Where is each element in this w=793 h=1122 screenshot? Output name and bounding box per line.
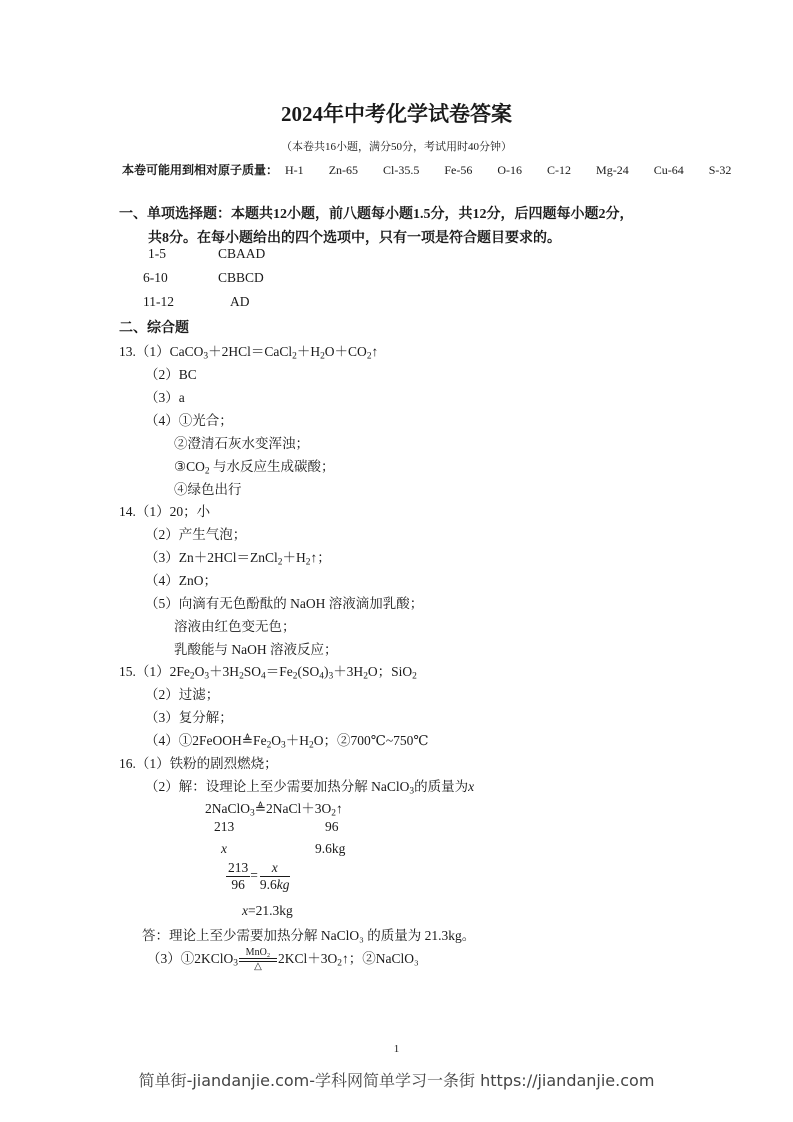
result: x=21.3kg (242, 903, 293, 918)
given-mass: 9.6kg (315, 841, 346, 856)
variable: x (221, 841, 227, 856)
fraction-right: $\frac{x}{9.6kg}$ (259, 860, 290, 892)
q14-part2: （2）产生气泡； (145, 527, 247, 542)
q15-part1 (119, 660, 417, 680)
question-number: 14. (119, 504, 136, 519)
q14-part4: （4）ZnO； (145, 573, 217, 588)
document-title: 2024年中考化学试卷答案 (281, 102, 512, 126)
molar-mass-reactant: 213 (214, 819, 235, 834)
equation: $①2FeOOH≜Fe_2O_3+H_2O$ (178, 733, 324, 751)
q14-part5-2: 溶液由红色变无色； (174, 619, 296, 634)
mass-item: Cl-35.5 (383, 163, 420, 177)
mass-item: Mg-24 (596, 163, 629, 177)
answer-text: a (178, 390, 185, 405)
part-label: （4） (145, 413, 179, 428)
mc-range: 11-12 (143, 294, 174, 309)
section2-heading: 二、综合题 (119, 321, 189, 336)
mc-answer: CBBCD (218, 270, 264, 285)
q16-part3: （3）①2KClO$_3$ MnO₂ △ $2KCl+3O_2↑$；②NaClO₃ (147, 946, 419, 972)
part-label: （3） (145, 390, 179, 405)
atomic-masses-label: 本卷可能用到相对原子质量： (122, 163, 279, 177)
q13-part4 (145, 409, 233, 429)
question-number: 13. (119, 344, 136, 359)
equation: $2Fe_2O_3+3H_2SO_4=Fe_2(SO_4)_3+3H_2O$；SiO$_2$ (169, 664, 417, 682)
part-label: （2） (145, 367, 179, 382)
part-label: （4） (145, 733, 179, 748)
mass-item: C-12 (547, 163, 572, 177)
q13-part4-3: $③CO_2$ 与水反应生成碳酸； (174, 459, 335, 477)
answer-text: 的质量为 (414, 779, 469, 794)
mass-item: H-1 (285, 163, 304, 177)
section1-heading-cont: 共8分。在每小题给出的四个选项中，只有一项是符合题目要求的。 (148, 231, 561, 246)
answer-text: （1）20；小 (135, 504, 211, 519)
q14-part5: （5）向滴有无色酚酞的 NaOH 溶液滴加乳酸； (145, 596, 424, 611)
answer-text: ①光合； (178, 413, 233, 428)
q14-part3 (145, 546, 331, 566)
q13-part2 (145, 363, 197, 383)
q15-part2: （2）过滤； (145, 687, 220, 702)
part-label: （2） (145, 779, 179, 794)
q16-equation: $2NaClO_3≜2NaCl+3O_2↑$ (205, 801, 343, 819)
answer-text: BC (178, 367, 197, 382)
mass-item: Cu-64 (653, 163, 684, 177)
mc-answer: AD (230, 294, 250, 309)
answer-text: ；②NaClO₃ (348, 951, 419, 966)
answer-text: 解：设理论上至少需要加热分解 NaClO (178, 779, 410, 794)
atomic-masses (122, 161, 753, 178)
part-label: （3） (147, 951, 181, 966)
question-number: 15. (119, 664, 136, 679)
variable: x (468, 779, 475, 794)
mc-range: 6-10 (143, 270, 168, 285)
equation: $CaCO_3+2HCl=CaCl_2+H_2O+CO_2↑$ (169, 344, 379, 362)
q13-part1 (119, 340, 378, 360)
watermark-footer: 简单街-jiandanjie.com-学科网简单学习一条街 https://jiandanjie.com (138, 1071, 655, 1090)
mass-item: Zn-65 (328, 163, 359, 177)
q14-part5-3: 乳酸能与 NaOH 溶液反应； (174, 642, 338, 657)
question-number: 16. (119, 756, 136, 771)
mc-answer: CBAAD (218, 246, 266, 261)
answer-text: ；②700℃~750℃ (323, 733, 429, 748)
conclusion: 答：理论上至少需要加热分解 NaClO₃ 的质量为 21.3kg。 (142, 928, 476, 943)
answer-text: （1）铁粉的剧烈燃烧； (135, 756, 278, 771)
exam-info: （本卷共16小题，满分50分，考试用时40分钟） (281, 141, 512, 153)
answer-text: 与水反应生成碳酸； (212, 459, 335, 474)
mass-item: O-16 (497, 163, 523, 177)
mass-item: Fe-56 (444, 163, 473, 177)
reaction-condition: MnO₂ △ (239, 948, 277, 972)
proportion: $\frac{213}{96}$ = $\frac{x}{9.6kg}$ (228, 860, 290, 892)
molar-mass-product: 96 (325, 819, 339, 834)
mc-answer-row (143, 294, 250, 310)
q13-part4-2: ②澄清石灰水变浑浊； (174, 436, 309, 451)
mass-item: S-32 (708, 163, 732, 177)
q13-part3 (145, 386, 185, 406)
page-number: 1 (393, 1043, 400, 1055)
q15-part3: （3）复分解； (145, 710, 233, 725)
q15-part4 (145, 729, 428, 749)
equation: $Zn+2HCl=ZnCl_2+H_2↑$； (178, 550, 331, 568)
mc-answer-row (148, 246, 265, 262)
fraction-left: $\frac{213}{96}$ (228, 860, 249, 892)
mc-range: 1-5 (148, 246, 166, 261)
part-label: （3） (145, 550, 179, 565)
section1-heading: 一、单项选择题：本题共12小题，前八题每小题1.5分，共12分，后四题每小题2分， (119, 207, 634, 222)
q16-part1 (119, 752, 278, 772)
q13-part4-4: ④绿色出行 (174, 482, 242, 497)
part-label: （1） (135, 344, 170, 359)
part-label: （1） (135, 664, 170, 679)
unknown-mass (221, 841, 227, 857)
q14-part1 (119, 500, 210, 520)
q16-part2: （2）解：设理论上至少需要加热分解 NaClO$_3$的质量为x (145, 779, 475, 797)
mc-answer-row (143, 270, 264, 286)
